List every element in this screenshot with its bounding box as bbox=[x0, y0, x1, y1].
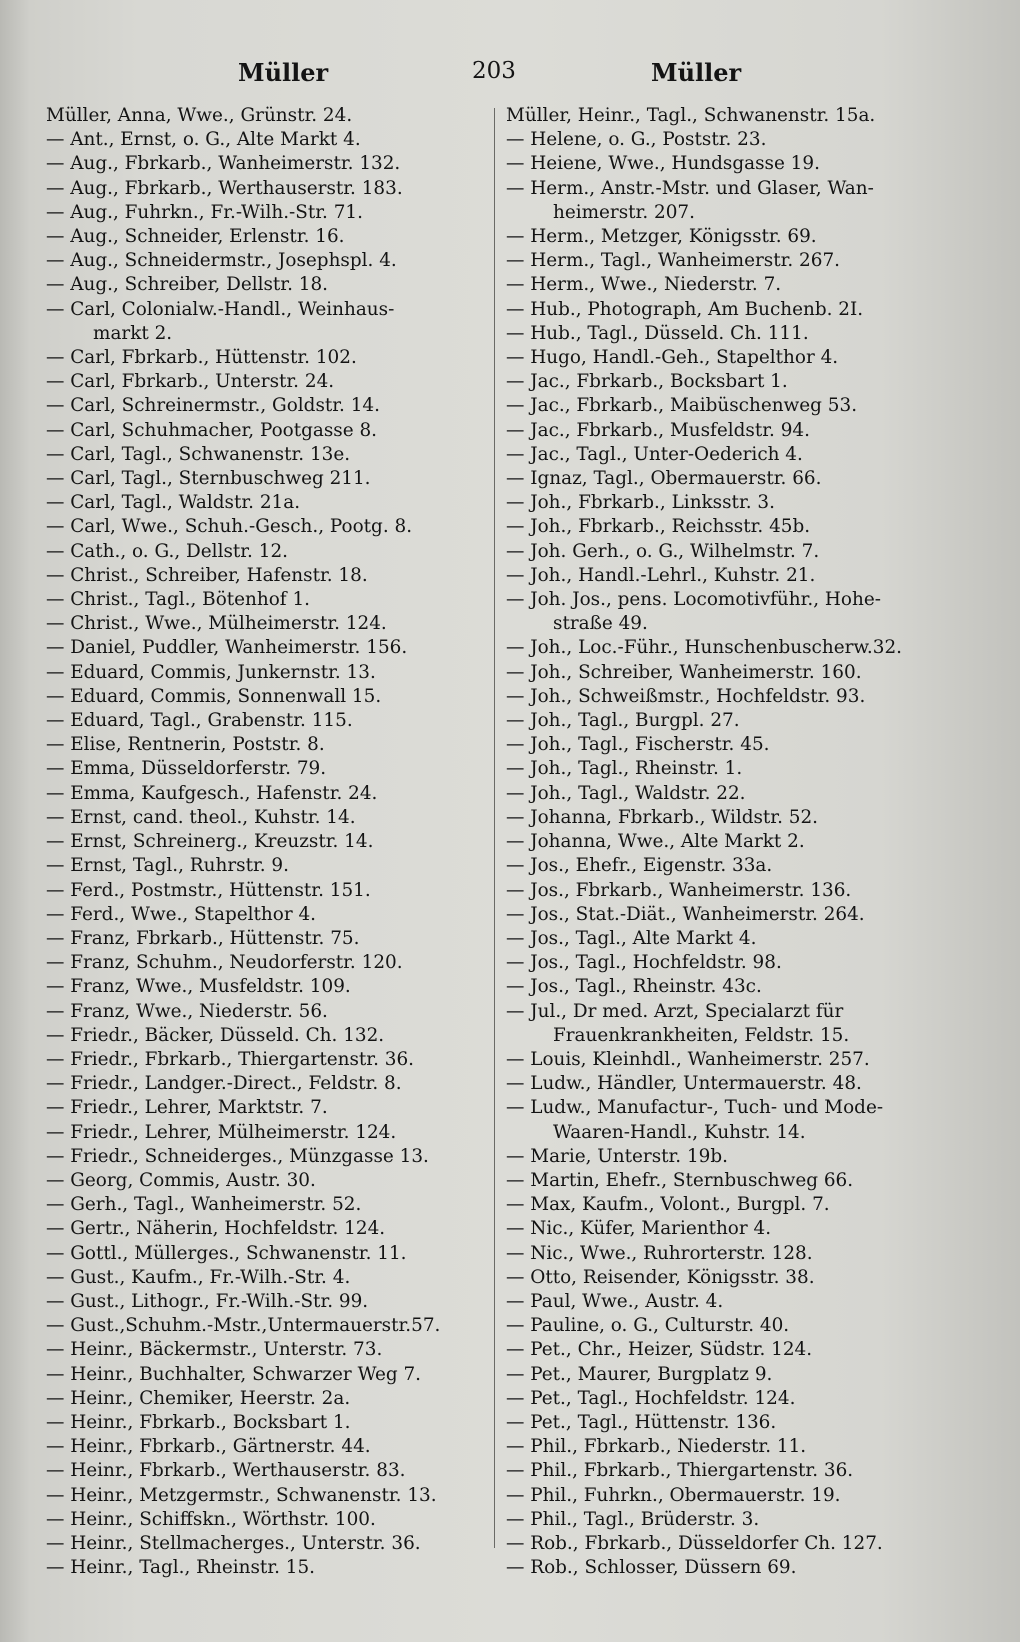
right-column bbox=[506, 104, 976, 1580]
directory-entry: — Pet., Tagl., Hüttenstr. 136. bbox=[506, 1411, 777, 1433]
directory-entry: — Phil., Tagl., Brüderstr. 3. bbox=[506, 1508, 760, 1530]
directory-entry: — Joh., Loc.-Führ., Hunschenbuscherw.32. bbox=[506, 637, 903, 659]
directory-entry: — Jos., Ehefr., Eigenstr. 33a. bbox=[506, 855, 773, 877]
directory-entry: — Ignaz, Tagl., Obermauerstr. 66. bbox=[506, 468, 822, 490]
directory-entry: — Daniel, Puddler, Wanheimerstr. 156. bbox=[46, 637, 408, 659]
directory-entry: — Franz, Schuhm., Neudorferstr. 120. bbox=[46, 952, 403, 974]
entry-continuation: markt 2. bbox=[93, 322, 173, 344]
directory-entry: — Rob., Fbrkarb., Düsseldorfer Ch. 127. bbox=[506, 1532, 883, 1554]
running-head-right: Müller bbox=[651, 58, 742, 87]
directory-entry: — Pet., Tagl., Hochfeldstr. 124. bbox=[506, 1387, 796, 1409]
directory-entry: — Heinr., Fbrkarb., Werthauserstr. 83. bbox=[46, 1460, 406, 1482]
directory-entry: — Joh., Fbrkarb., Reichsstr. 45b. bbox=[506, 516, 811, 538]
directory-entry: — Christ., Wwe., Mülheimerstr. 124. bbox=[46, 613, 387, 635]
directory-entry: — Heinr., Buchhalter, Schwarzer Weg 7. bbox=[46, 1363, 422, 1385]
directory-entry: — Johanna, Wwe., Alte Markt 2. bbox=[506, 831, 805, 853]
directory-entry: — Jos., Tagl., Rheinstr. 43c. bbox=[506, 976, 762, 998]
directory-entry: — Friedr., Lehrer, Mülheimerstr. 124. bbox=[46, 1121, 397, 1143]
directory-entry: — Eduard, Tagl., Grabenstr. 115. bbox=[46, 710, 353, 732]
directory-entry: — Carl, Tagl., Sternbuschweg 211. bbox=[46, 468, 371, 490]
directory-entry: — Carl, Fbrkarb., Hüttenstr. 102. bbox=[46, 347, 357, 369]
directory-entry: — Joh., Tagl., Burgpl. 27. bbox=[506, 710, 740, 732]
entry-continuation: Waaren-Handl., Kuhstr. 14. bbox=[553, 1121, 806, 1143]
directory-entry: — Carl, Schuhmacher, Pootgasse 8. bbox=[46, 419, 378, 441]
directory-entry: — Friedr., Fbrkarb., Thiergartenstr. 36. bbox=[46, 1048, 415, 1070]
directory-entry: — Joh., Tagl., Waldstr. 22. bbox=[506, 782, 746, 804]
directory-entry: — Ernst, cand. theol., Kuhstr. 14. bbox=[46, 806, 356, 828]
directory-entry: — Eduard, Commis, Sonnenwall 15. bbox=[46, 685, 382, 707]
directory-entry: — Gust., Kaufm., Fr.-Wilh.-Str. 4. bbox=[46, 1266, 351, 1288]
directory-entry: — Marie, Unterstr. 19b. bbox=[506, 1145, 728, 1167]
directory-entry: — Gust.,Schuhm.-Mstr.,Untermauerstr.57. bbox=[46, 1315, 441, 1337]
directory-entry: — Carl, Schreinermstr., Goldstr. 14. bbox=[46, 395, 380, 417]
directory-entry: — Heinr., Schiffskn., Wörthstr. 100. bbox=[46, 1508, 376, 1530]
directory-entry: — Franz, Fbrkarb., Hüttenstr. 75. bbox=[46, 927, 360, 949]
directory-entry: — Heinr., Fbrkarb., Bocksbart 1. bbox=[46, 1411, 351, 1433]
directory-entry: — Helene, o. G., Poststr. 23. bbox=[506, 129, 767, 151]
directory-entry: — Joh. Jos., pens. Locomotivführ., Hohe- bbox=[506, 589, 881, 611]
directory-entry: — Aug., Fbrkarb., Wanheimerstr. 132. bbox=[46, 153, 401, 175]
directory-entry: — Joh., Schreiber, Wanheimerstr. 160. bbox=[506, 661, 862, 683]
directory-entry: — Max, Kaufm., Volont., Burgpl. 7. bbox=[506, 1194, 830, 1216]
directory-entry: — Jos., Tagl., Alte Markt 4. bbox=[506, 927, 757, 949]
directory-entry: — Joh., Tagl., Rheinstr. 1. bbox=[506, 758, 743, 780]
directory-entry: — Jul., Dr med. Arzt, Specialarzt für bbox=[506, 1000, 844, 1022]
directory-entry: — Herm., Wwe., Niederstr. 7. bbox=[506, 274, 782, 296]
directory-entry: — Aug., Schreiber, Dellstr. 18. bbox=[46, 274, 329, 296]
directory-entry: — Louis, Kleinhdl., Wanheimerstr. 257. bbox=[506, 1048, 870, 1070]
column-divider bbox=[494, 108, 495, 1548]
directory-entry: — Otto, Reisender, Königsstr. 38. bbox=[506, 1266, 815, 1288]
directory-entry: — Paul, Wwe., Austr. 4. bbox=[506, 1290, 724, 1312]
directory-entry: — Heinr., Fbrkarb., Gärtnerstr. 44. bbox=[46, 1436, 371, 1458]
entry-continuation: heimerstr. 207. bbox=[553, 201, 695, 223]
page-number: 203 bbox=[472, 58, 516, 84]
directory-entry: — Phil., Fuhrkn., Obermauerstr. 19. bbox=[506, 1484, 841, 1506]
directory-entry: — Joh., Handl.-Lehrl., Kuhstr. 21. bbox=[506, 564, 816, 586]
directory-entry: — Ludw., Manufactur-, Tuch- und Mode- bbox=[506, 1097, 884, 1119]
directory-entry: — Joh., Schweißmstr., Hochfeldstr. 93. bbox=[506, 685, 866, 707]
directory-entry: — Franz, Wwe., Niederstr. 56. bbox=[46, 1000, 328, 1022]
directory-entry: — Elise, Rentnerin, Poststr. 8. bbox=[46, 734, 325, 756]
entry-continuation: straße 49. bbox=[553, 613, 648, 635]
directory-entry: — Johanna, Fbrkarb., Wildstr. 52. bbox=[506, 806, 819, 828]
entry-continuation: Frauenkrankheiten, Feldstr. 15. bbox=[553, 1024, 850, 1046]
directory-entry: — Ant., Ernst, o. G., Alte Markt 4. bbox=[46, 129, 361, 151]
directory-entry: — Heinr., Tagl., Rheinstr. 15. bbox=[46, 1557, 316, 1579]
directory-entry: — Aug., Schneider, Erlenstr. 16. bbox=[46, 226, 345, 248]
directory-entry: — Friedr., Bäcker, Düsseld. Ch. 132. bbox=[46, 1024, 385, 1046]
directory-entry: — Joh., Fbrkarb., Linksstr. 3. bbox=[506, 492, 775, 514]
page-header bbox=[0, 58, 1020, 98]
directory-entry: — Heinr., Stellmacherges., Unterstr. 36. bbox=[46, 1532, 421, 1554]
directory-entry: — Phil., Fbrkarb., Thiergartenstr. 36. bbox=[506, 1460, 854, 1482]
directory-entry: — Ferd., Postmstr., Hüttenstr. 151. bbox=[46, 879, 371, 901]
directory-entry: Müller, Anna, Wwe., Grünstr. 24. bbox=[46, 105, 353, 126]
directory-entry: — Christ., Schreiber, Hafenstr. 18. bbox=[46, 564, 368, 586]
directory-entry: — Ernst, Tagl., Ruhrstr. 9. bbox=[46, 855, 289, 877]
directory-entry: — Rob., Schlosser, Düssern 69. bbox=[506, 1557, 797, 1579]
directory-entry: — Nic., Küfer, Marienthor 4. bbox=[506, 1218, 772, 1240]
directory-entry: — Heinr., Metzgermstr., Schwanenstr. 13. bbox=[46, 1484, 437, 1506]
directory-entry: — Gust., Lithogr., Fr.-Wilh.-Str. 99. bbox=[46, 1290, 369, 1312]
directory-entry: — Eduard, Commis, Junkernstr. 13. bbox=[46, 661, 376, 683]
directory-entry: — Carl, Wwe., Schuh.-Gesch., Pootg. 8. bbox=[46, 516, 413, 538]
directory-entry: — Phil., Fbrkarb., Niederstr. 11. bbox=[506, 1436, 807, 1458]
directory-entry: — Emma, Düsseldorferstr. 79. bbox=[46, 758, 327, 780]
directory-entry: — Nic., Wwe., Ruhrorterstr. 128. bbox=[506, 1242, 813, 1264]
directory-entry: — Gertr., Näherin, Hochfeldstr. 124. bbox=[46, 1218, 386, 1240]
directory-entry: — Ludw., Händler, Untermauerstr. 48. bbox=[506, 1073, 862, 1095]
directory-entry: — Jac., Tagl., Unter-Oederich 4. bbox=[506, 443, 803, 465]
directory-entry: — Hub., Tagl., Düsseld. Ch. 111. bbox=[506, 322, 809, 344]
directory-entry: — Carl, Colonialw.-Handl., Weinhaus- bbox=[46, 298, 395, 320]
directory-entry: — Cath., o. G., Dellstr. 12. bbox=[46, 540, 288, 562]
directory-entry: — Jos., Fbrkarb., Wanheimerstr. 136. bbox=[506, 879, 852, 901]
directory-entry: — Heinr., Chemiker, Heerstr. 2a. bbox=[46, 1387, 351, 1409]
directory-entry: — Heiene, Wwe., Hundsgasse 19. bbox=[506, 153, 820, 175]
directory-entry: — Joh., Tagl., Fischerstr. 45. bbox=[506, 734, 770, 756]
directory-entry: — Joh. Gerh., o. G., Wilhelmstr. 7. bbox=[506, 540, 820, 562]
directory-entry: Müller, Heinr., Tagl., Schwanenstr. 15a. bbox=[506, 105, 876, 126]
directory-entry: — Hub., Photograph, Am Buchenb. 2I. bbox=[506, 298, 864, 320]
directory-entry: — Aug., Fbrkarb., Werthauserstr. 183. bbox=[46, 177, 403, 199]
directory-entry: — Friedr., Landger.-Direct., Feldstr. 8. bbox=[46, 1073, 402, 1095]
directory-entry: — Gerh., Tagl., Wanheimerstr. 52. bbox=[46, 1194, 362, 1216]
directory-entry: — Jac., Fbrkarb., Maibüschenweg 53. bbox=[506, 395, 858, 417]
directory-entry: — Herm., Metzger, Königsstr. 69. bbox=[506, 226, 817, 248]
directory-entry: — Jos., Tagl., Hochfeldstr. 98. bbox=[506, 952, 782, 974]
directory-entry: — Gottl., Müllerges., Schwanenstr. 11. bbox=[46, 1242, 407, 1264]
directory-entry: — Herm., Tagl., Wanheimerstr. 267. bbox=[506, 250, 840, 272]
directory-entry: — Friedr., Schneiderges., Münzgasse 13. bbox=[46, 1145, 429, 1167]
directory-entry: — Jac., Fbrkarb., Bocksbart 1. bbox=[506, 371, 788, 393]
directory-entry: — Carl, Fbrkarb., Unterstr. 24. bbox=[46, 371, 335, 393]
directory-entry: — Jac., Fbrkarb., Musfeldstr. 94. bbox=[506, 419, 810, 441]
directory-entry: — Martin, Ehefr., Sternbuschweg 66. bbox=[506, 1169, 854, 1191]
directory-entry: — Herm., Anstr.-Mstr. und Glaser, Wan- bbox=[506, 177, 874, 199]
left-column bbox=[46, 104, 496, 1580]
directory-entry: — Aug., Fuhrkn., Fr.-Wilh.-Str. 71. bbox=[46, 201, 363, 223]
directory-entry: — Aug., Schneidermstr., Josephspl. 4. bbox=[46, 250, 397, 272]
directory-entry: — Emma, Kaufgesch., Hafenstr. 24. bbox=[46, 782, 378, 804]
directory-entry: — Ernst, Schreinerg., Kreuzstr. 14. bbox=[46, 831, 374, 853]
directory-entry: — Carl, Tagl., Schwanenstr. 13e. bbox=[46, 443, 351, 465]
directory-entry: — Pet., Chr., Heizer, Südstr. 124. bbox=[506, 1339, 813, 1361]
directory-entry: — Jos., Stat.-Diät., Wanheimerstr. 264. bbox=[506, 903, 865, 925]
directory-entry: — Christ., Tagl., Bötenhof 1. bbox=[46, 589, 311, 611]
directory-entry: — Pet., Maurer, Burgplatz 9. bbox=[506, 1363, 773, 1385]
directory-entry: — Carl, Tagl., Waldstr. 21a. bbox=[46, 492, 301, 514]
directory-entry: — Friedr., Lehrer, Marktstr. 7. bbox=[46, 1097, 328, 1119]
directory-entry: — Georg, Commis, Austr. 30. bbox=[46, 1169, 316, 1191]
directory-entry: — Franz, Wwe., Musfeldstr. 109. bbox=[46, 976, 351, 998]
running-head-left: Müller bbox=[238, 58, 329, 87]
directory-entry: — Ferd., Wwe., Stapelthor 4. bbox=[46, 903, 317, 925]
directory-entry: — Pauline, o. G., Culturstr. 40. bbox=[506, 1315, 790, 1337]
directory-entry: — Hugo, Handl.-Geh., Stapelthor 4. bbox=[506, 347, 839, 369]
directory-entry: — Heinr., Bäckermstr., Unterstr. 73. bbox=[46, 1339, 383, 1361]
